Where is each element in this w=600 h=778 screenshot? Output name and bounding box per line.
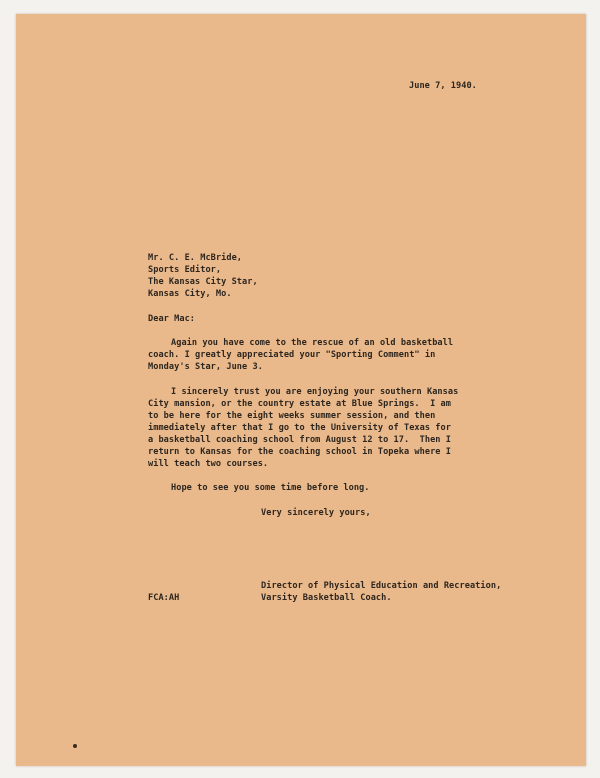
letter-date: June 7, 1940. [409,81,477,91]
addressee-line-3: The Kansas City Star, [148,277,258,287]
paper-speck [73,744,77,748]
paragraph-2-line-1: I sincerely trust you are enjoying your southern Kansas [171,387,459,397]
paragraph-2-line-4: immediately after that I go to the University of Texas for [148,423,451,433]
letter-page [16,14,586,766]
salutation: Dear Mac: [148,314,196,324]
paragraph-3-line-1: Hope to see you some time before long. [171,483,370,493]
paragraph-2-line-6: return to Kansas for the coaching school in Topeka where I [148,447,451,457]
paragraph-2-line-3: to be here for the eight weeks summer session, and then [148,411,436,421]
paragraph-2-line-2: City mansion, or the country estate at Blue Springs. I am [148,399,451,409]
signature-title-line-2: Varsity Basketball Coach. [261,593,392,603]
addressee-line-2: Sports Editor, [148,265,222,275]
paragraph-2-line-7: will teach two courses. [148,459,269,469]
paragraph-1-line-1: Again you have come to the rescue of an old basketball [171,338,454,348]
signature-title-line-1: Director of Physical Education and Recreation, [261,581,502,591]
complimentary-closing: Very sincerely yours, [261,508,371,518]
paragraph-2-line-5: a basketball coaching school from August 12 to 17. Then I [148,435,451,445]
paragraph-1-line-2: coach. I greatly appreciated your "Sporting Comment" in [148,350,436,360]
reference-initials: FCA:AH [148,593,180,603]
addressee-line-4: Kansas City, Mo. [148,289,232,299]
addressee-line-1: Mr. C. E. McBride, [148,253,243,263]
paragraph-1-line-3: Monday's Star, June 3. [148,362,263,372]
